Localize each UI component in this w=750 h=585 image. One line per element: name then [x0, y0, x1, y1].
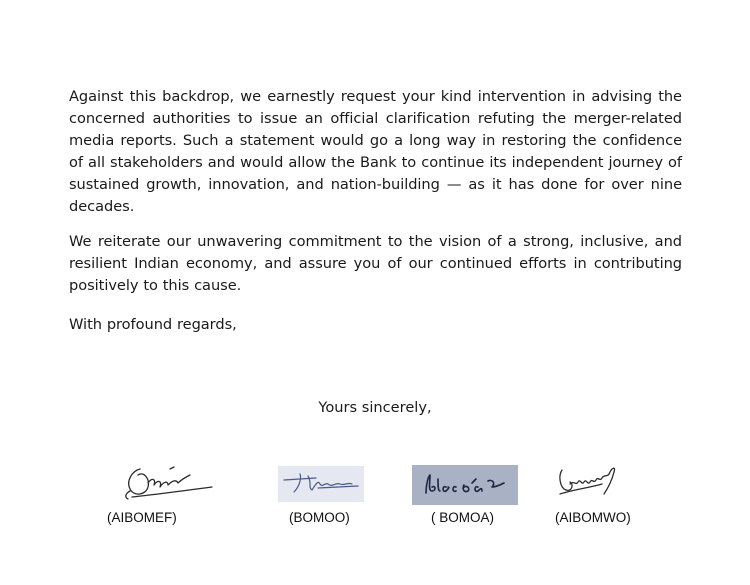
signature-aibomwo: [552, 458, 624, 504]
signatory-label-aibomwo: (AIBOMWO): [555, 510, 631, 525]
closing-text: Yours sincerely,: [318, 399, 432, 416]
signatory-label-bomoa: ( BOMOA): [431, 510, 494, 525]
paragraph-regards: With profound regards,: [69, 316, 237, 333]
paragraph-commitment: We reiterate our unwavering commitment to the vision of a strong, inclusive, and resilient Indian economy, and assure you of our continued efforts in contributing positively to this cause.: [69, 233, 682, 294]
signature-bomoa: [412, 465, 518, 505]
signatory-label-bomoo: (BOMOO): [289, 510, 350, 525]
signature-aibomef: [112, 455, 222, 505]
signatory-label-aibomef: (AIBOMEF): [107, 510, 177, 525]
paragraph-request: Against this backdrop, we earnestly request your kind intervention in advising the concerned authorities to issue an official clarification refuting the merger-related media reports. Such a statement would go a long way in restoring the confidence of all stakeholders and would allow the Bank to continue its independent journey of sustained growth, innovation, and nation-building — as it has done for over nine decades.: [69, 88, 682, 215]
signature-bomoo: [278, 466, 364, 502]
